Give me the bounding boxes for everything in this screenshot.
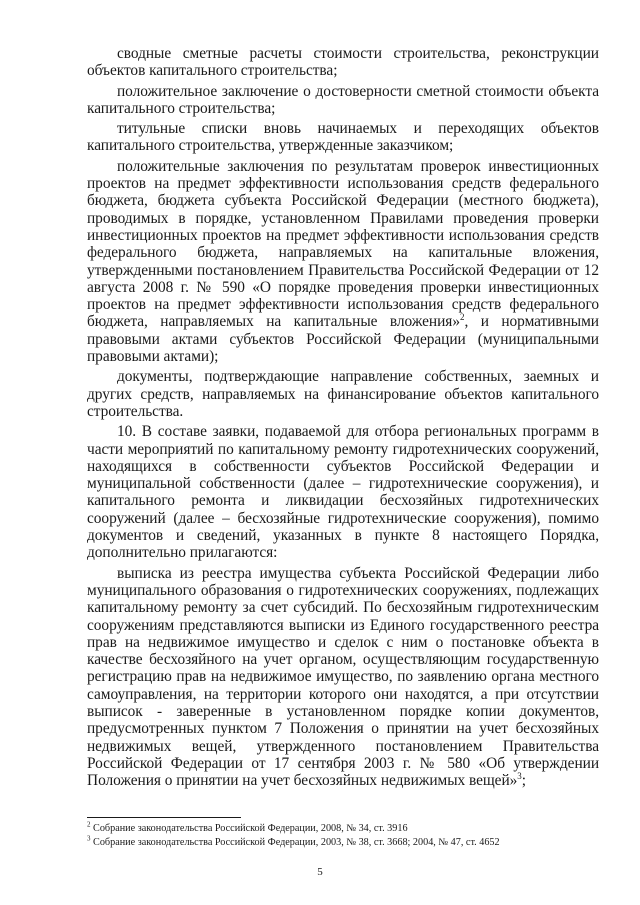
paragraph-text: 10. В составе заявки, подаваемой для отбора региональных программ в части мероприятий по капитальному ремонту гидротехнических сооружений, находящихся в собственности субъектов Российской Федерации и муниципальной собственности (далее – гидротехнические сооружения), и капитального ремонта и ликвидации бесхозяйных гидротехнических сооружений (далее – бесхозяйные гидротехнические сооружения), помимо документов и сведений, указанных в пункте 8 настоящего Порядка, дополнительно прилагаются:	[87, 423, 599, 562]
document-body	[87, 45, 599, 789]
footnote-separator	[87, 817, 241, 818]
paragraph-positive-conclusion	[87, 83, 599, 118]
footnote-mark: 3	[87, 834, 91, 843]
paragraph-text: сводные сметные расчеты стоимости строительства, реконструкции объектов капитального строительства;	[87, 45, 599, 80]
paragraph-summary-estimates	[87, 45, 599, 80]
footnote-ref-3: 3	[517, 771, 522, 782]
page-number: 5	[317, 866, 323, 878]
footnote-text: Собрание законодательства Российской Федерации, 2003, № 38, ст. 3668; 2004, № 47, ст. 4652	[93, 836, 500, 848]
paragraph-text: титульные списки вновь начинаемых и переходящих объектов капитального строительства, утвержденные заказчиком;	[87, 120, 599, 155]
footnote-ref-2: 2	[459, 312, 465, 323]
footnote-mark: 2	[87, 820, 91, 829]
paragraph-investment-project-checks	[87, 158, 599, 366]
paragraph-property-register-extract	[87, 565, 599, 790]
paragraph-text: положительные заключения по результатам проверок инвестиционных проектов на предмет эффективности использования средств федерального бюджета, бюджета субъекта Российской Федерации (местного бюджета), проводимых в порядке, установленном Правилами проведения проверки инвестиционных проектов на предмет эффективности использования средств федерального бюджета, направляемых на капитальные вложения, утвержденными постановлением Правительства Российской Федерации от 12 августа 2008 г. № 590 «О порядке проведения проверки инвестиционных проектов на предмет эффективности использования средств федерального бюджета, направляемых на капитальные вложения»	[87, 157, 599, 331]
paragraph-text-end: ;	[521, 772, 526, 790]
paragraph-text: выписка из реестра имущества субъекта Российской Федерации либо муниципального образования о гидротехнических сооружениях, подлежащих капитальному ремонту за счет субсидий. По бесхозяйным гидротехническим сооружениям представляются выписки из Единого государственного реестра прав на недвижимое имущество и сделок с ним о постановке объекта в качестве бесхозяйного на учет органом, осуществляющим государственную регистрацию прав на недвижимое имущество, по заявлению органа местного самоуправления, на территории которого они находятся, а при отсутствии выписок - заверенные в установленном порядке копии документов, предусмотренных пунктом 7 Положения о принятии на учет бесхозяйных недвижимых вещей, утвержденного постановлением Правительства Российской Федерации от 17 сентября 2003 г. № 580 «Об утверждении Положения о принятии на учет бесхозяйных недвижимых вещей»	[87, 564, 599, 790]
paragraph-item-10	[87, 423, 599, 561]
paragraph-financing-documents	[87, 368, 599, 420]
footnote-text: Собрание законодательства Российской Федерации, 2008, № 34, ст. 3916	[93, 823, 408, 834]
footnote-3	[87, 836, 607, 850]
paragraph-text-continued: , и нормативными правовыми актами субъектов Российской Федерации (муниципальными правовыми актами);	[87, 313, 599, 366]
paragraph-text: документы, подтверждающие направление собственных, заемных и других средств, направляемых на финансирование объектов капитального строительства.	[87, 368, 599, 420]
footnotes	[87, 822, 607, 849]
paragraph-text: положительное заключение о достоверности сметной стоимости объекта капитального строительства;	[87, 82, 599, 117]
footnote-2	[87, 822, 607, 836]
paragraph-title-lists	[87, 120, 599, 155]
